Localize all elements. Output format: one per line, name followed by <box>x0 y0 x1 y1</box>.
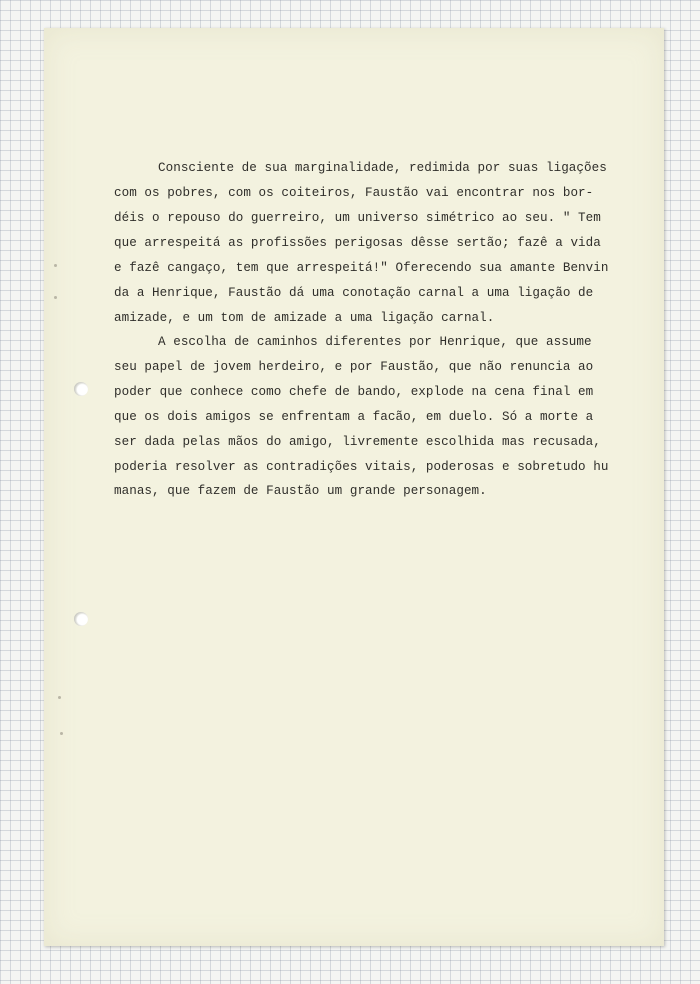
text-line: amizade, e um tom de amizade a uma ligação carnal. <box>114 311 495 325</box>
punch-hole-bottom <box>74 612 88 626</box>
text-line: ser dada pelas mãos do amigo, livremente escolhida mas recusada, <box>114 435 601 449</box>
text-line: A escolha de caminhos diferentes por Henrique, que assume <box>158 335 592 349</box>
text-line: com os pobres, com os coiteiros, Faustão vai encontrar nos bor- <box>114 186 594 200</box>
paper-speck <box>54 264 57 267</box>
text-line: Consciente de sua marginalidade, redimida por suas ligações <box>158 161 607 175</box>
paper-speck <box>54 296 57 299</box>
text-line: e fazê cangaço, tem que arrespeitá!" Oferecendo sua amante Benvin <box>114 261 609 275</box>
text-line: que arrespeitá as profissões perigosas dêsse sertão; fazê a vida <box>114 236 601 250</box>
text-line: manas, que fazem de Faustão um grande personagem. <box>114 484 487 498</box>
paper-speck <box>58 696 61 699</box>
text-line: que os dois amigos se enfrentam a facão, em duelo. Só a morte a <box>114 410 594 424</box>
paper-speck <box>60 732 63 735</box>
punch-hole-top <box>74 382 88 396</box>
text-line: poder que conhece como chefe de bando, explode na cena final em <box>114 385 594 399</box>
text-line: déis o repouso do guerreiro, um universo simétrico ao seu. " Tem <box>114 211 601 225</box>
text-line: seu papel de jovem herdeiro, e por Faustão, que não renuncia ao <box>114 360 594 374</box>
text-line: poderia resolver as contradições vitais, poderosas e sobretudo hu <box>114 460 609 474</box>
text-line: da a Henrique, Faustão dá uma conotação carnal a uma ligação de <box>114 286 594 300</box>
